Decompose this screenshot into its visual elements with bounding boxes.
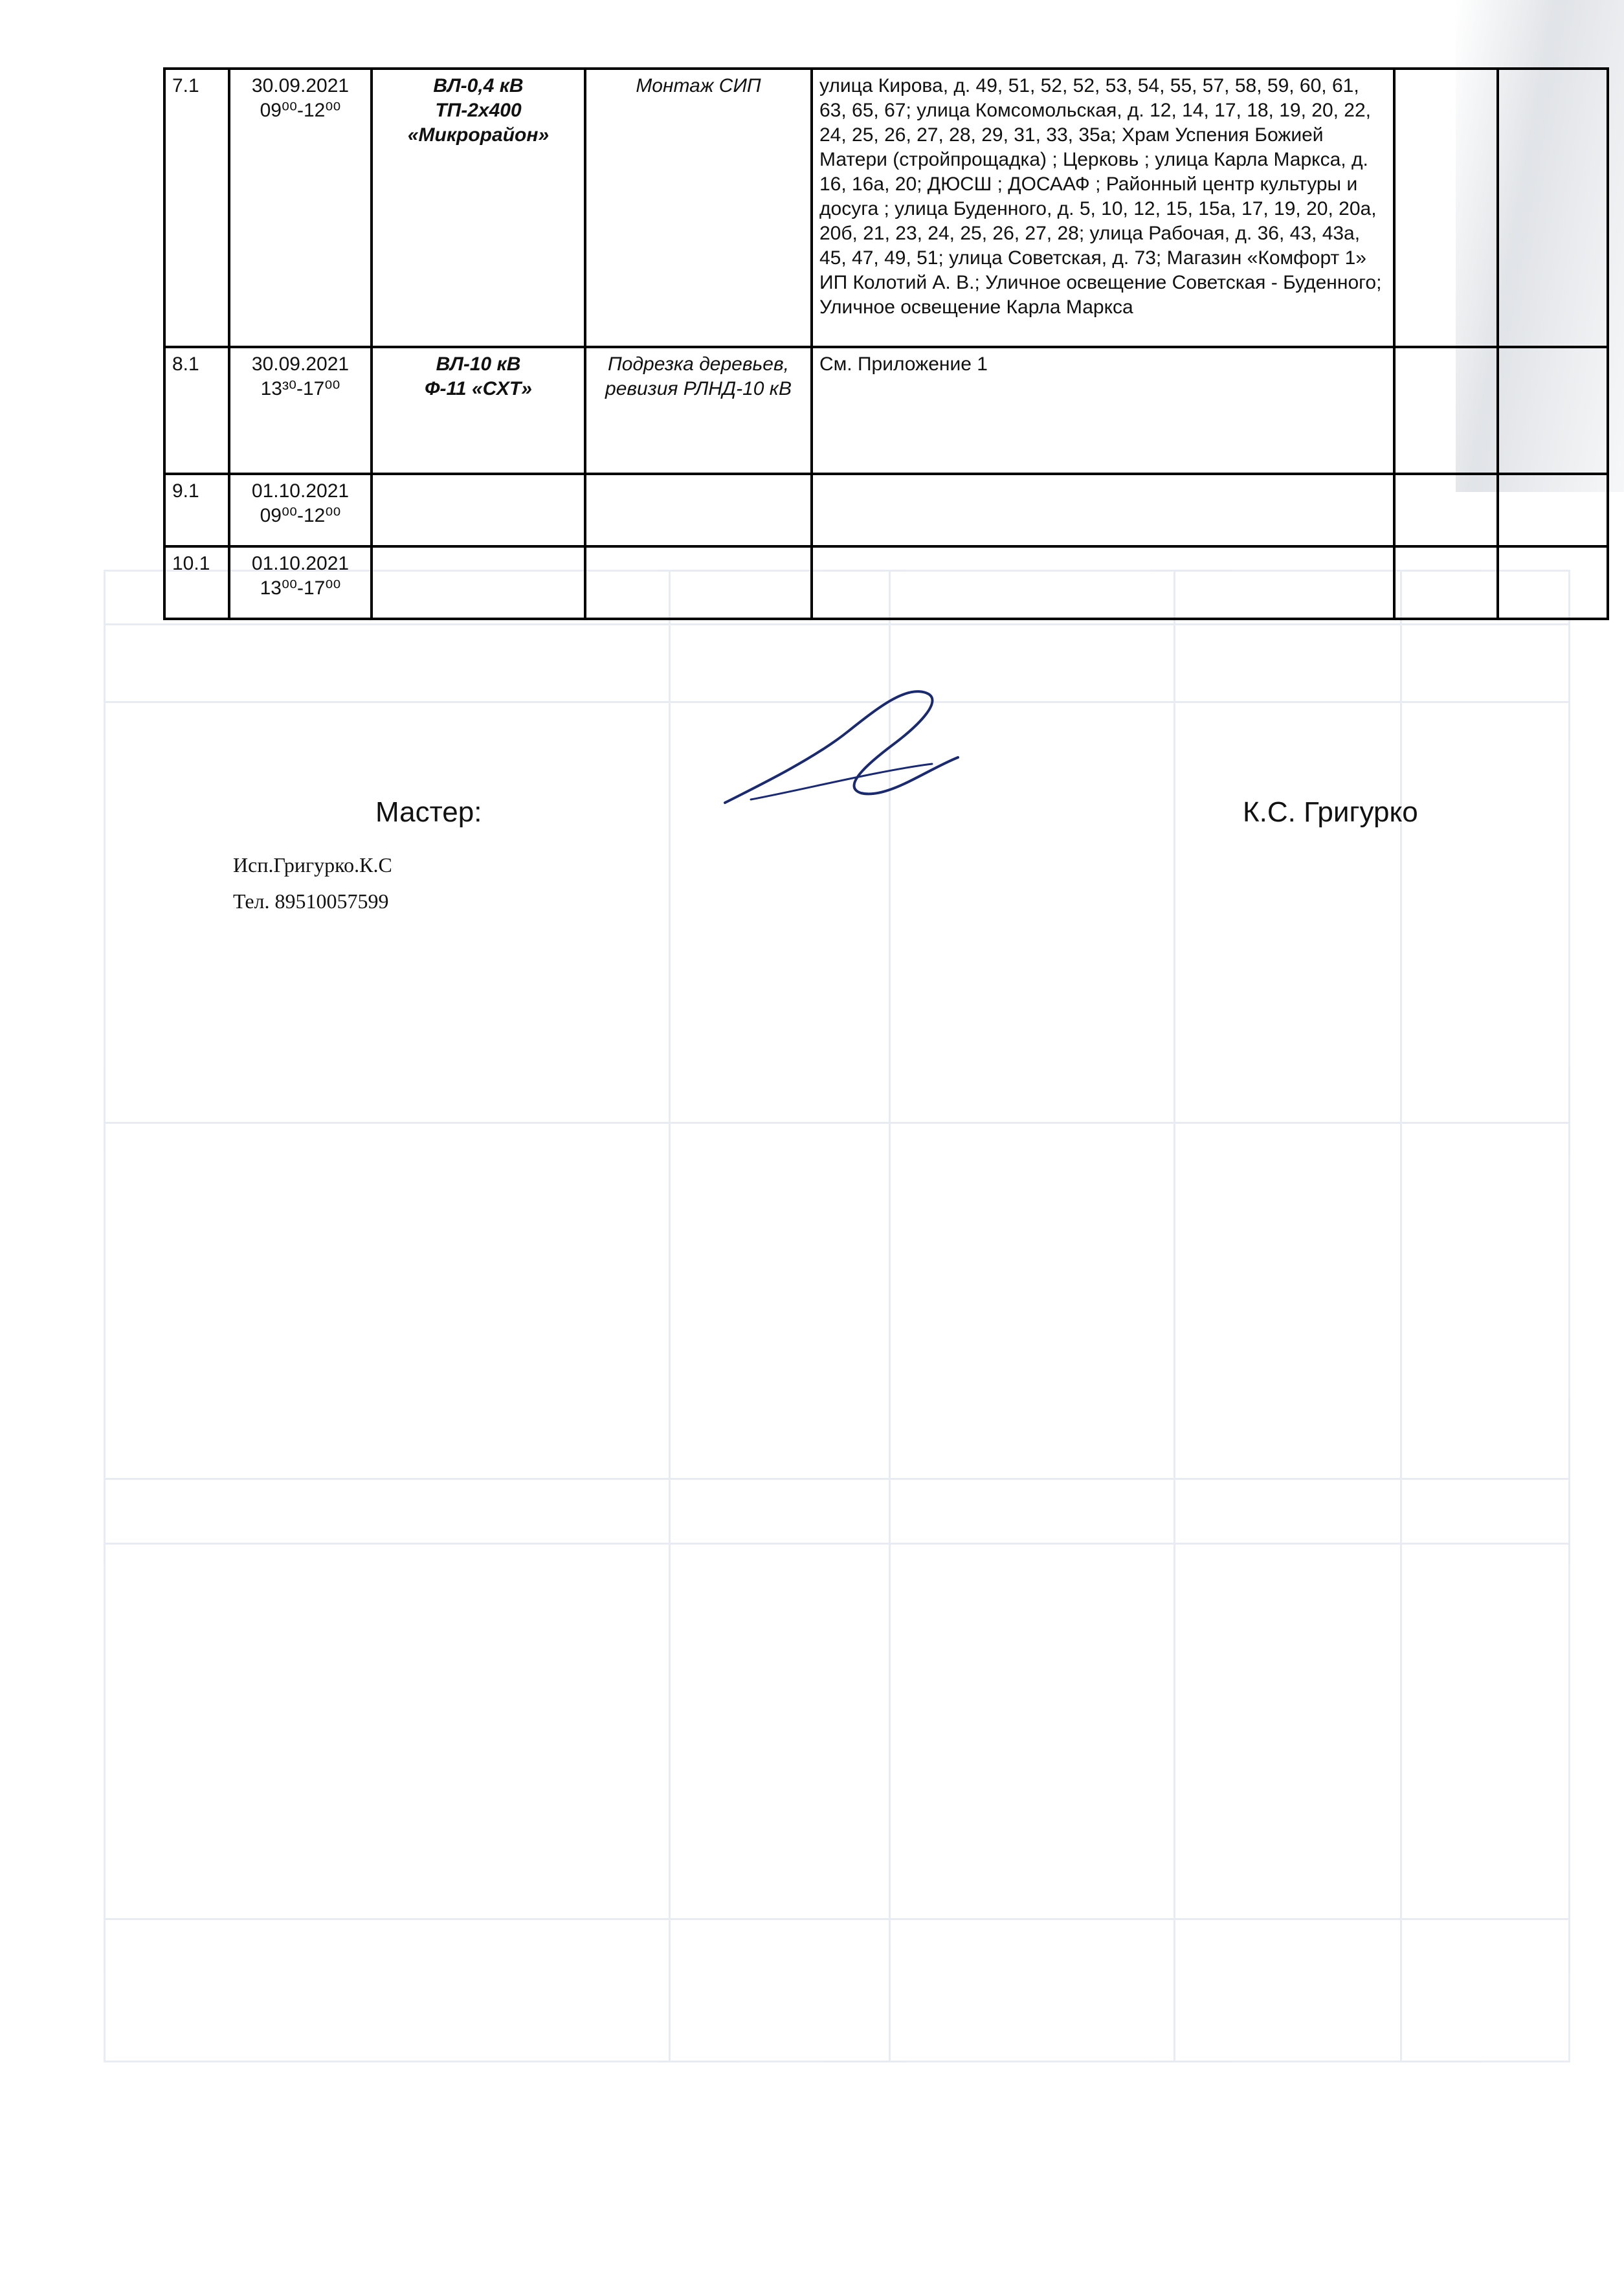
master-label: Мастер: (375, 796, 482, 828)
row-number: 8.1 (164, 347, 229, 474)
row-object-line: ВЛ-0,4 кВ (433, 75, 524, 96)
row-date-time (229, 474, 372, 546)
row-date-time (229, 546, 372, 619)
row-extra-2 (1498, 69, 1608, 347)
row-date-time (229, 347, 372, 474)
row-extra-2 (1498, 347, 1608, 474)
row-extra-2 (1498, 546, 1608, 619)
row-extra-1 (1394, 546, 1498, 619)
row-work-type (585, 546, 812, 619)
phone-line: Тел. 89510057599 (233, 889, 389, 913)
row-object (372, 546, 585, 619)
row-number: 9.1 (164, 474, 229, 546)
row-time: 09⁰⁰-12⁰⁰ (260, 505, 341, 526)
row-addresses: улица Кирова, д. 49, 51, 52, 52, 53, 54, 55, 57, 58, 59, 60, 61, 63, 65, 67; улица Комсомольская, д. 12, 14, 17, 18, 19, 20, 22, 24, 25, 26, 27, 28, 29, 31, 33, 35а; Храм Успения Божией Матери (стройпрощадка) ; Церковь ; улица Карла Маркса, д. 16, 16а, 20; ДЮСШ ; ДОСААФ ; Районный центр культуры и досуга ; улица Буденного, д. 5, 10, 12, 15, 15а, 17, 19, 20, 20а, 20б, 21, 23, 24, 25, 26, 27, 28; улица Рабочая, д. 36, 43, 43а, 45, 47, 49, 51; улица Советская, д. 73; Магазин «Комфорт 1» ИП Колотий А. В.; Уличное освещение Советская - Буденного; Уличное освещение Карла Маркса (812, 69, 1394, 347)
outage-schedule-table (163, 67, 1609, 620)
row-number: 7.1 (164, 69, 229, 347)
row-extra-2 (1498, 474, 1608, 546)
row-addresses (812, 474, 1394, 546)
row-extra-1 (1394, 69, 1498, 347)
row-date-time (229, 69, 372, 347)
row-work-type (585, 474, 812, 546)
row-object-line: Ф-11 «СХТ» (425, 378, 532, 399)
row-time: 13³⁰-17⁰⁰ (260, 378, 340, 399)
row-object-line: ТП-2х400 (435, 100, 522, 121)
row-object-line: «Микрорайон» (407, 124, 550, 146)
row-extra-1 (1394, 347, 1498, 474)
table-row (164, 347, 1608, 474)
row-date: 01.10.2021 (251, 480, 350, 502)
row-date: 30.09.2021 (251, 75, 350, 96)
row-addresses (812, 546, 1394, 619)
table-row (164, 474, 1608, 546)
row-object (372, 474, 585, 546)
master-name: К.С. Григурко (1243, 796, 1418, 828)
row-time: 09⁰⁰-12⁰⁰ (260, 100, 341, 121)
row-work-type: Подрезка деревьев, ревизия РЛНД-10 кВ (585, 347, 812, 474)
row-extra-1 (1394, 474, 1498, 546)
row-date: 30.09.2021 (251, 353, 350, 375)
row-time: 13⁰⁰-17⁰⁰ (260, 577, 341, 599)
row-work-type: Монтаж СИП (585, 69, 812, 347)
row-number: 10.1 (164, 546, 229, 619)
row-date: 01.10.2021 (251, 553, 350, 574)
row-object-line: ВЛ-10 кВ (436, 353, 521, 375)
signature-scribble (712, 673, 971, 816)
row-object (372, 69, 585, 347)
table-row (164, 546, 1608, 619)
table-row (164, 69, 1608, 347)
executor-line: Исп.Григурко.К.С (233, 853, 392, 877)
row-addresses: См. Приложение 1 (812, 347, 1394, 474)
row-object (372, 347, 585, 474)
